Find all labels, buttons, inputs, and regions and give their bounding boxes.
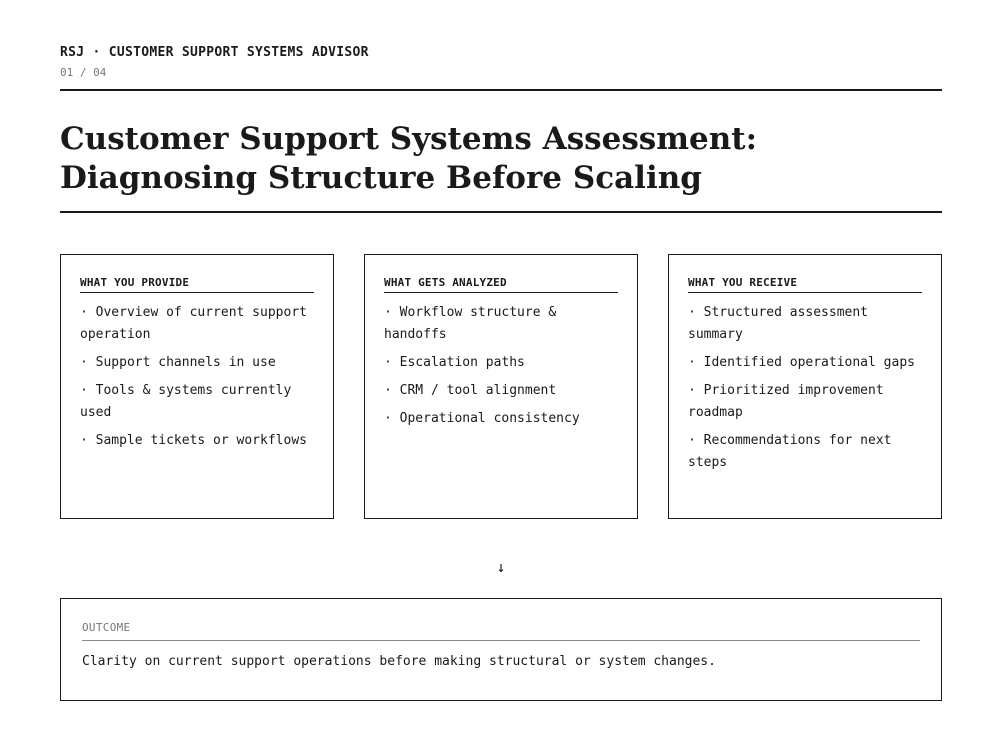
list-item: · CRM / tool alignment bbox=[384, 383, 557, 398]
header-divider bbox=[60, 89, 942, 91]
card-heading: WHAT YOU RECEIVE bbox=[688, 276, 922, 293]
page-title-line-1: Customer Support Systems Assessment: bbox=[60, 121, 758, 157]
list-item: · Structured assessment summary bbox=[688, 305, 869, 342]
list-item: · Sample tickets or workflows bbox=[80, 433, 307, 448]
outcome-label: OUTCOME bbox=[82, 621, 920, 641]
list-item: · Identified operational gaps bbox=[688, 355, 915, 370]
page-title bbox=[60, 120, 942, 198]
page-title-line-2: Diagnosing Structure Before Scaling bbox=[60, 160, 702, 196]
card-what-gets-analyzed bbox=[364, 254, 638, 519]
card-what-you-receive bbox=[668, 254, 942, 519]
card-heading: WHAT YOU PROVIDE bbox=[80, 276, 314, 293]
outcome-box bbox=[60, 598, 942, 701]
card-what-you-provide bbox=[60, 254, 334, 519]
list-item: · Escalation paths bbox=[384, 355, 525, 370]
list-item: · Tools & systems currently used bbox=[80, 383, 292, 420]
list-item: · Workflow structure & handoffs bbox=[384, 305, 557, 342]
card-list bbox=[384, 302, 618, 430]
arrow-down-icon: ↓ bbox=[496, 558, 506, 576]
title-divider bbox=[60, 211, 942, 213]
card-heading: WHAT GETS ANALYZED bbox=[384, 276, 618, 293]
page-indicator: 01 / 04 bbox=[60, 66, 107, 79]
header-label: RSJ · CUSTOMER SUPPORT SYSTEMS ADVISOR bbox=[60, 45, 369, 60]
card-list bbox=[688, 302, 922, 474]
list-item: · Recommendations for next steps bbox=[688, 433, 892, 470]
list-item: · Support channels in use bbox=[80, 355, 276, 370]
card-list bbox=[80, 302, 314, 452]
list-item: · Prioritized improvement roadmap bbox=[688, 383, 884, 420]
list-item: · Overview of current support operation bbox=[80, 305, 307, 342]
outcome-text: Clarity on current support operations before making structural or system changes. bbox=[82, 654, 716, 669]
list-item: · Operational consistency bbox=[384, 411, 580, 426]
